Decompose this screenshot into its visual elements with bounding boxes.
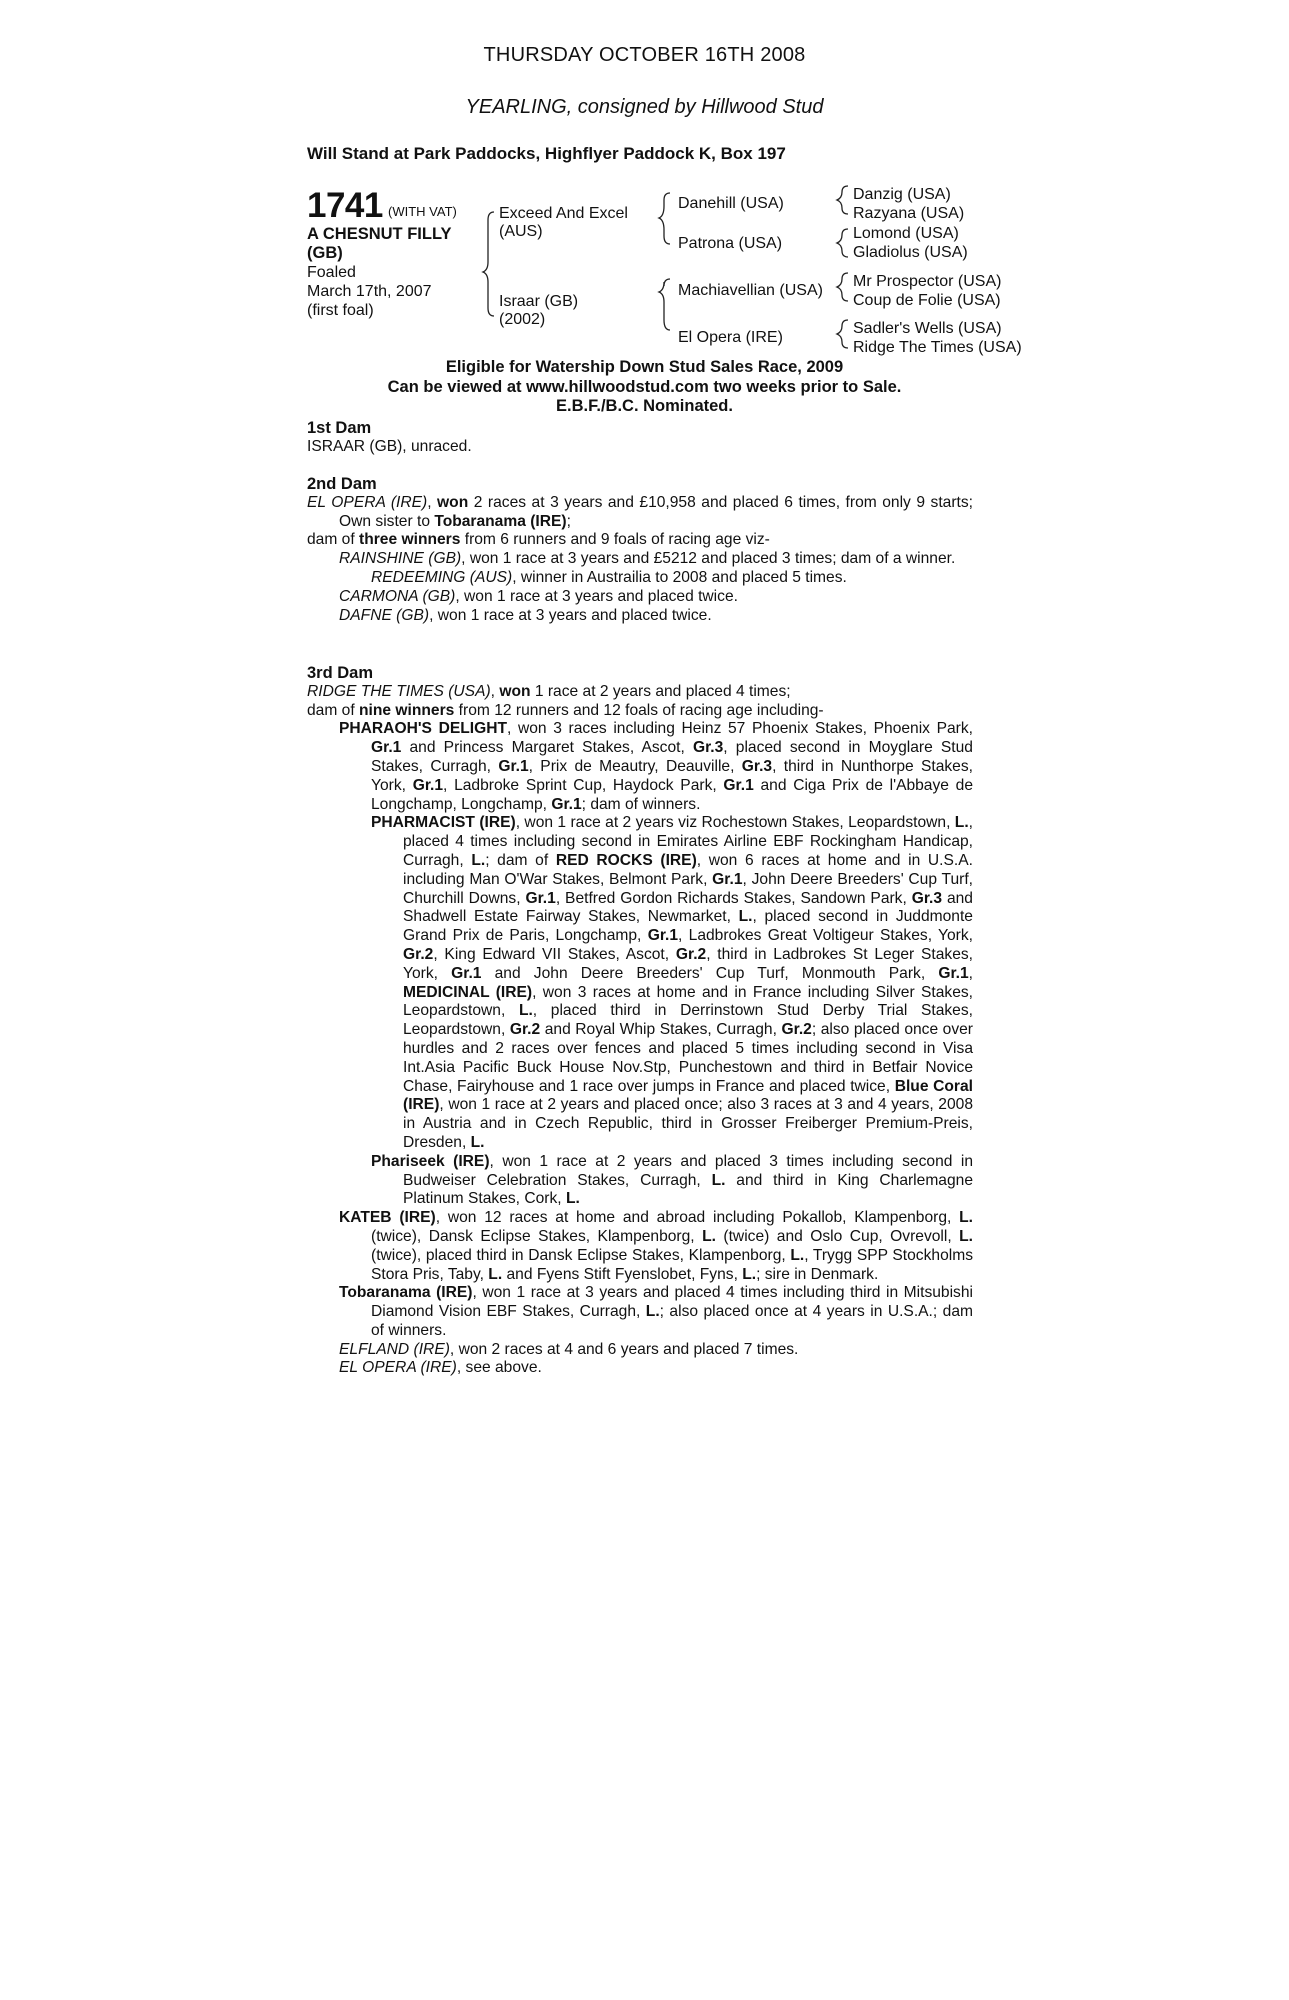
- sire-sire-dam: Razyana (USA): [853, 205, 965, 222]
- sire-name: Exceed And Excel: [499, 205, 628, 222]
- produce-tobaranama: Tobaranama (IRE), won 1 race at 3 years and placed 4 times including third in Mitsubishi Diamond Vision EBF Stakes, Curragh, L.; also placed once at 4 years in U.S.A.; dam of winners.: [339, 1284, 973, 1339]
- sale-date: THURSDAY OCTOBER 16TH 2008: [483, 44, 806, 66]
- third-dam-produce-summary: dam of nine winners from 12 runners and 12 foals of racing age including-: [307, 701, 824, 719]
- eligibility-line-2: Can be viewed at www.hillwoodstud.com two weeks prior to Sale.: [387, 377, 902, 396]
- second-dam-section: [307, 475, 973, 625]
- second-dam-record: EL OPERA (IRE), won 2 races at 3 years and £10,958 and placed 6 times, from only 9 starts; Own sister to Tobaranama (IRE);: [307, 493, 973, 530]
- produce-dafne: DAFNE (GB), won 1 race at 3 years and placed twice.: [339, 606, 712, 624]
- dam-dam: El Opera (IRE): [678, 329, 783, 346]
- third-dam-heading: 3rd Dam: [307, 664, 374, 682]
- foaled-date: March 17th, 2007: [307, 283, 432, 300]
- third-dam-section: [307, 664, 973, 1378]
- produce-phariseek: Phariseek (IRE), won 1 race at 2 years and placed 3 times including second in Budweiser Celebration Stakes, Curragh, L. and third in King Charlemagne Platinum Stakes, Cork, L.: [371, 1152, 974, 1208]
- sire-country: (AUS): [499, 223, 543, 240]
- pedigree-braces: [0, 0, 1289, 360]
- third-dam-record: RIDGE THE TIMES (USA), won 1 race at 2 years and placed 4 times;: [307, 682, 791, 700]
- dam-sire-sire: Mr Prospector (USA): [853, 273, 1002, 290]
- foal-note: (first foal): [307, 302, 374, 319]
- sire-sire: Danehill (USA): [678, 195, 784, 212]
- sire-dam-sire: Lomond (USA): [853, 225, 959, 242]
- produce-pharmacist: PHARMACIST (IRE), won 1 race at 2 years viz Rochestown Stakes, Leopardstown, L., placed 4 times including second in Emirates Airline EBF Rockingham Handicap, Curragh, L.; dam of RED ROCKS (IRE), won 6 races at home and in U.S.A. including Man O'War Stakes, Belmont Park, Gr.1, John Deere Breeders' Cup Turf, Churchill Downs, Gr.1, Betfred Gordon Richards Stakes, Sandown Park, Gr.3 and Shadwell Estate Fairway Stakes, Newmarket, L., placed second in Juddmonte Grand Prix de Paris, Longchamp, Gr.1, Ladbrokes Great Voltigeur Stakes, York, Gr.2, King Edward VII Stakes, Ascot, Gr.2, third in Ladbrokes St Leger Stakes, York, Gr.1 and John Deere Breeders' Cup Turf, Monmouth Park, Gr.1, MEDICINAL (IRE), won 3 races at home and in France including Silver Stakes, Leopardstown, L., placed third in Derrinstown Stud Derby Trial Stakes, Leopardstown, Gr.2 and Royal Whip Stakes, Curragh, Gr.2; also placed once over hurdles and 2 races over fences and placed 5 times including second in Visa Int.Asia Pacific Buck House Nov.Stp, Punchestown and third in Betfair Novice Chase, Fairyhouse and 1 race over jumps in France and placed twice, Blue Coral (IRE), won 1 race at 2 years and placed once; also 3 races at 3 and 4 years, 2008 in Austria and in Czech Republic, third in Grosser Freiberger Premium-Preis, Dresden, L.: [371, 814, 974, 1151]
- sire-dam-dam: Gladiolus (USA): [853, 244, 968, 261]
- lot-title-line-1: A CHESNUT FILLY: [307, 225, 452, 243]
- lot-subtitle: YEARLING, consigned by Hillwood Stud: [465, 96, 824, 118]
- lot-title-line-2: (GB): [307, 244, 343, 262]
- eligibility-notes: [0, 358, 1289, 417]
- eligibility-line-1: Eligible for Watership Down Stud Sales Race, 2009: [445, 358, 844, 376]
- produce-elfland: ELFLAND (IRE), won 2 races at 4 and 6 years and placed 7 times.: [339, 1340, 799, 1358]
- second-dam-produce-summary: dam of three winners from 6 runners and 9 foals of racing age viz-: [307, 531, 770, 549]
- produce-kateb: KATEB (IRE), won 12 races at home and abroad including Pokallob, Klampenborg, L. (twice), Dansk Eclipse Stakes, Klampenborg, L. (twice) and Oslo Cup, Ovrevoll, L. (twice), placed third in Dansk Eclipse Stakes, Klampenborg, L., Trygg SPP Stockholms Stora Pris, Taby, L. and Fyens Stift Fyenslobet, Fyns, L.; sire in Denmark.: [339, 1209, 973, 1283]
- vat-note: (WITH VAT): [388, 204, 457, 219]
- sire-sire-sire: Danzig (USA): [853, 186, 951, 203]
- first-dam-section: [307, 419, 973, 457]
- dam-year: (2002): [499, 311, 546, 328]
- dam-name: Israar (GB): [499, 293, 579, 310]
- produce-el-opera: EL OPERA (IRE), see above.: [339, 1359, 542, 1377]
- first-dam-text: ISRAAR (GB), unraced.: [307, 437, 472, 455]
- eligibility-line-3: E.B.F./B.C. Nominated.: [556, 397, 733, 415]
- dam-sire-dam: Coup de Folie (USA): [853, 292, 1001, 309]
- produce-carmona: CARMONA (GB), won 1 race at 3 years and placed twice.: [339, 587, 738, 605]
- foaled-label: Foaled: [307, 264, 356, 281]
- stand-location: Will Stand at Park Paddocks, Highflyer Paddock K, Box 197: [307, 144, 786, 163]
- produce-rainshine: RAINSHINE (GB), won 1 race at 3 years and £5212 and placed 3 times; dam of a winner.: [339, 550, 956, 568]
- dam-sire: Machiavellian (USA): [678, 282, 823, 299]
- produce-pharaohs-delight: PHARAOH'S DELIGHT, won 3 races including Heinz 57 Phoenix Stakes, Phoenix Park, Gr.1 and Princess Margaret Stakes, Ascot, Gr.3, placed second in Moyglare Stud Stakes, Curragh, Gr.1, Prix de Meautry, Deauville, Gr.3, third in Nunthorpe Stakes, York, Gr.1, Ladbroke Sprint Cup, Haydock Park, Gr.1 and Ciga Prix de l'Abbaye de Longchamp, Longchamp, Gr.1; dam of winners.: [339, 720, 974, 813]
- first-dam-heading: 1st Dam: [307, 419, 372, 437]
- second-dam-heading: 2nd Dam: [307, 475, 377, 493]
- lot-number: 1741: [307, 186, 383, 225]
- dam-dam-dam: Ridge The Times (USA): [853, 339, 1022, 356]
- produce-redeeming: REDEEMING (AUS), winner in Austrailia to 2008 and placed 5 times.: [371, 568, 847, 586]
- sire-dam: Patrona (USA): [678, 235, 783, 252]
- dam-dam-sire: Sadler's Wells (USA): [853, 320, 1002, 337]
